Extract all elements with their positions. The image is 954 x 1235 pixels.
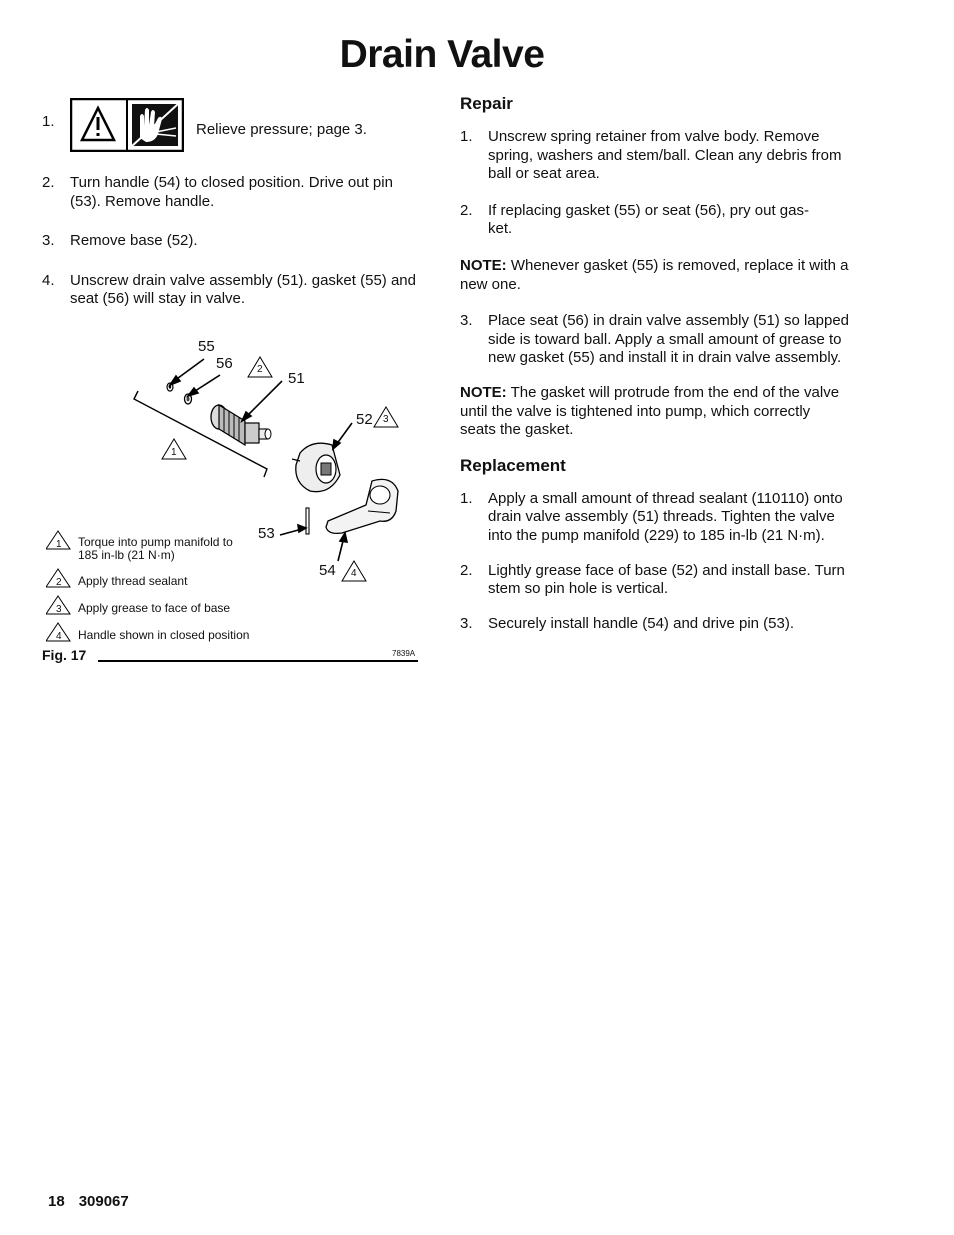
step-number: 3. [460, 312, 473, 330]
note-text: The gasket will protrude from the end of the valve until the valve is tightened into pump, which correctly seats the gasket. [460, 383, 840, 439]
step-number: 2. [42, 174, 55, 191]
step-4 [42, 272, 422, 309]
figure-code: 7839A [392, 649, 416, 658]
step-text: Unscrew spring retainer from valve body. Remove spring, washers and stem/ball. Clean any debris from ball or seat area. [488, 128, 842, 183]
step-text: Apply a small amount of thread sealant (110110) onto drain valve assembly (51) threads. Tighten the valve into the pump manifold (229) to 185 in-lb (21 N·m). [488, 489, 843, 544]
step-text: Securely install handle (54) and drive pin (53). [488, 614, 794, 632]
pin-part-53 [306, 508, 309, 534]
repair-note-1 [460, 257, 850, 294]
left-column [42, 96, 422, 309]
step-number: 4. [42, 271, 55, 289]
step-text: Turn handle (54) to closed position. Drive out pin (53). Remove handle. [70, 174, 393, 210]
legend-mark-4: 4 [56, 631, 62, 642]
step-text: Unscrew drain valve assembly (51). gasket (55) and seat (56) will stay in valve. [70, 271, 416, 308]
marker-3: 3 [383, 414, 389, 425]
note-label: NOTE: [460, 383, 507, 401]
marker-2: 2 [257, 364, 263, 375]
legend-mark-1: 1 [56, 539, 62, 550]
document-number: 309067 [78, 1193, 129, 1210]
replacement-step-2 [460, 562, 850, 599]
figure-rule [98, 660, 418, 662]
callout-53: 53 [258, 525, 275, 542]
step-text: Remove base (52). [70, 232, 198, 250]
callout-55: 55 [198, 338, 215, 355]
step-number: 3. [460, 614, 473, 632]
repair-heading: Repair [460, 94, 513, 113]
callout-54: 54 [319, 562, 336, 579]
callout-56: 56 [216, 355, 233, 372]
replacement-heading: Replacement [460, 455, 566, 475]
step-text: If replacing gasket (55) or seat (56), pry out gas- ket. [488, 201, 809, 238]
callout-51: 51 [288, 370, 305, 387]
legend-text-2: Apply thread sealant [78, 574, 188, 588]
callout-52: 52 [356, 411, 373, 428]
repair-step-3 [460, 312, 850, 368]
step-number: 1. [460, 128, 473, 145]
step-3 [42, 232, 422, 251]
repair-step-1 [460, 128, 850, 184]
base-part-52 [292, 443, 340, 491]
marker-1: 1 [171, 447, 177, 458]
step-text: Place seat (56) in drain valve assembly (51) so lapped side is toward ball. Apply a small amount of grease to new gasket (55) and install it in drain valve assembly. [488, 312, 850, 367]
step-number: 3. [42, 232, 55, 250]
step-2 [42, 174, 422, 211]
repair-note-2 [460, 384, 850, 440]
legend-text-3: Apply grease to face of base [78, 601, 231, 615]
repair-step-2 [460, 202, 850, 239]
pressure-warning-icon [70, 98, 184, 152]
marker-4: 4 [351, 568, 357, 579]
page-footer [48, 1193, 143, 1210]
page-title: Drain Valve [339, 33, 545, 76]
legend-mark-2: 2 [56, 577, 62, 588]
replacement-step-3 [460, 615, 850, 634]
legend-text-1: Torque into pump manifold to 185 in-lb (21 N·m) [78, 535, 233, 562]
figure-17 [42, 335, 422, 670]
step-text: Lightly grease face of base (52) and install base. Turn stem so pin hole is vertical. [488, 561, 845, 598]
note-text: Whenever gasket (55) is removed, replace it with a new one. [460, 256, 849, 293]
handle-part-54 [326, 479, 398, 533]
legend-mark-3: 3 [56, 604, 62, 615]
page-number: 18 [48, 1193, 65, 1210]
step-number: 1. [460, 489, 473, 507]
relieve-pressure-text: Relieve pressure; page 3. [196, 121, 367, 138]
step-1 [42, 96, 422, 158]
legend-text-4: Handle shown in closed position [78, 628, 250, 642]
step-number: 2. [460, 561, 473, 579]
replacement-step-1 [460, 490, 850, 546]
right-column [460, 94, 850, 633]
step-number: 1. [42, 113, 55, 130]
hand-spray-icon [132, 104, 178, 146]
step-number: 2. [460, 201, 473, 219]
figure-label: Fig. 17 [42, 647, 87, 663]
valve-assembly-part-51 [211, 405, 271, 445]
note-label: NOTE: [460, 256, 507, 274]
